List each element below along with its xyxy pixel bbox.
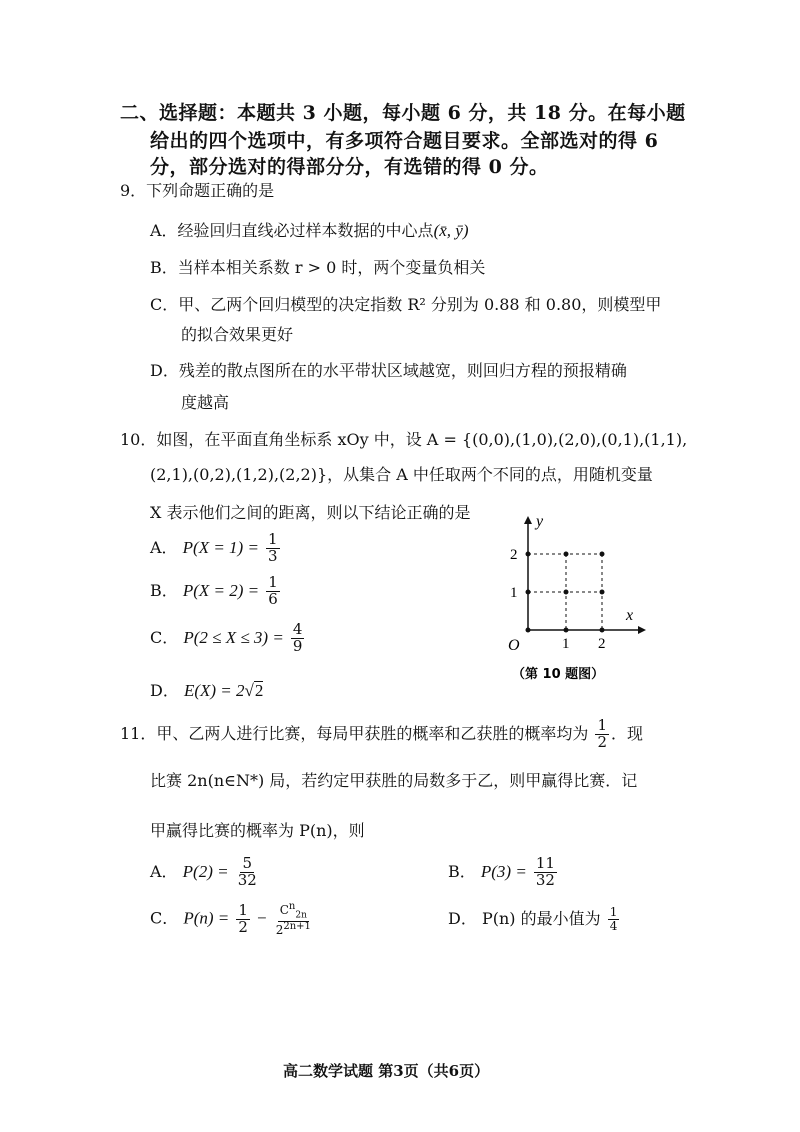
- y-axis-label: y: [536, 513, 544, 530]
- q11-stem-line2: 比赛 2n(n∈N*) 局，若约定甲获胜的局数多于乙，则甲赢得比赛．记: [150, 771, 638, 790]
- q10-option-a: [150, 532, 282, 565]
- q9-option-c-line1: C．甲、乙两个回归模型的决定指数 R² 分别为 0.88 和 0.80，则模型甲: [150, 295, 662, 314]
- q11-stem-line3: 甲赢得比赛的概率为 P(n)，则: [150, 821, 365, 840]
- q10-option-d-expr: E(X) = 2: [183, 681, 245, 700]
- q11-option-d-text: P(n) 的最小值为: [481, 909, 601, 928]
- q10-option-b-label: B．: [150, 580, 178, 600]
- q11-stem-line1-end: ．现: [611, 723, 644, 743]
- q11-option-a-label: A．: [150, 861, 178, 881]
- origin-label: O: [508, 637, 520, 654]
- q9-option-d-line1: D．残差的散点图所在的水平带状区域越宽，则回归方程的预报精确: [150, 361, 627, 380]
- x-tick-1: 1: [562, 636, 570, 652]
- q11-option-b-expr: P(3) =: [480, 861, 527, 881]
- section-title-line2: 给出的四个选项中，有多项符合题目要求。全部选对的得 6: [150, 130, 659, 152]
- q10-option-a-label: A．: [150, 537, 178, 557]
- y-tick-1: 1: [510, 585, 518, 601]
- q9-option-d-line2: 度越高: [181, 393, 230, 412]
- q9-option-c-line2: 的拟合效果更好: [181, 325, 294, 344]
- y-tick-2: 2: [510, 547, 518, 563]
- q11-option-c: [150, 902, 315, 936]
- q10-figure: [490, 510, 650, 690]
- q10-option-b: [150, 575, 282, 608]
- q10-option-c-label: C．: [150, 627, 179, 647]
- figure-caption: （第 10 题图）: [512, 667, 605, 682]
- x-axis-label: x: [626, 607, 634, 624]
- q10-option-a-fraction: $\frac{1}{3}$: [268, 530, 278, 565]
- q10-option-a-expr: P(X = 1) =: [182, 537, 259, 557]
- q9-stem: 9．下列命题正确的是: [120, 181, 275, 200]
- section-title-line3: 分，部分选对的得部分分，有选错的得 0 分。: [150, 156, 549, 178]
- q10-stem-line1: 10．如图，在平面直角坐标系 xOy 中，设 A = {(0,0),(1,0),(2,0),(0,1),(1,1),: [120, 430, 688, 449]
- q11-option-c-expr: P(n) =: [183, 908, 230, 928]
- q9-option-a-math: (x̄, ȳ): [433, 221, 469, 240]
- q11-option-a-fraction: $\frac{5}{32}$: [237, 854, 257, 889]
- q11-half-fraction: $\frac{1}{2}$: [597, 716, 608, 751]
- q11-option-b-fraction: $\frac{11}{32}$: [535, 854, 555, 889]
- q10-option-b-expr: P(X = 2) =: [182, 580, 260, 600]
- q10-option-d: D． E(X) = 2√2: [150, 681, 264, 700]
- q11-option-c-minus: −: [257, 908, 267, 928]
- q11-option-a-expr: P(2) =: [182, 861, 229, 881]
- q11-stem-line1: [120, 718, 643, 751]
- q10-option-d-label: D．: [150, 681, 179, 700]
- q10-option-c-fraction: $\frac{4}{9}$: [292, 620, 303, 655]
- section-title-line1: 二、选择题：本题共 3 小题，每小题 6 分，共 18 分。在每小题: [120, 102, 686, 124]
- q10-stem-line3: X 表示他们之间的距离，则以下结论正确的是: [150, 503, 471, 522]
- q9-option-b: B．当样本相关系数 r > 0 时，两个变量负相关: [150, 258, 486, 277]
- q11-option-b: [448, 856, 559, 889]
- q9-option-a-text: A．经验回归直线必过样本数据的中心点: [150, 221, 434, 240]
- grid-points: [526, 552, 605, 633]
- q11-option-b-label: B．: [448, 861, 476, 881]
- q11-stem-line1-text: 11．甲、乙两人进行比赛，每局甲获胜的概率和乙获胜的概率均为: [120, 723, 589, 743]
- q9-option-a: [150, 218, 468, 241]
- q11-option-d: [448, 906, 621, 933]
- q11-option-c-fraction1: $\frac{1}{2}$: [238, 900, 248, 936]
- page-footer: 高二数学试题 第3页（共6页）: [283, 1062, 490, 1080]
- q11-option-c-fraction2: $\frac{C^n_{2n}}{2^{2n+1}}$: [275, 901, 311, 937]
- q10-option-c-expr: P(2 ≤ X ≤ 3) =: [183, 627, 284, 647]
- q10-stem-line2: (2,1),(0,2),(1,2),(2,2)}，从集合 A 中任取两个不同的点，用随机变量: [150, 465, 653, 484]
- q10-option-b-fraction: $\frac{1}{6}$: [268, 573, 278, 608]
- q11-option-a: [150, 856, 261, 889]
- q10-option-c: [150, 622, 306, 655]
- q11-option-c-label: C．: [150, 908, 179, 928]
- q11-option-d-fraction: $\frac{1}{4}$: [609, 905, 618, 933]
- x-axis-arrow: [638, 626, 646, 634]
- q10-option-d-radicand: 2: [254, 681, 264, 700]
- y-axis-arrow: [524, 516, 532, 524]
- q11-option-d-label: D．: [448, 909, 477, 928]
- x-tick-2: 2: [598, 636, 606, 652]
